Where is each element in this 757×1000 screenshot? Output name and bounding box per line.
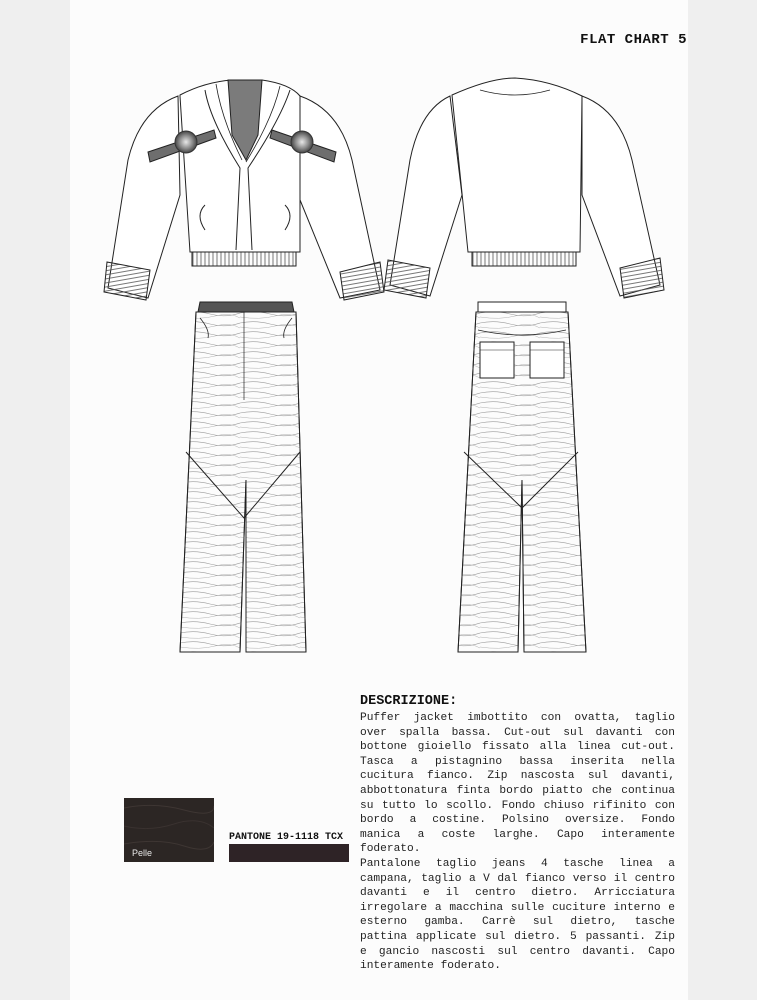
pants-front <box>180 302 306 652</box>
description-heading: DESCRIZIONE: <box>360 694 458 709</box>
jacket-front <box>104 80 384 300</box>
pants-back <box>458 302 586 652</box>
page-title: FLAT CHART 5 <box>580 32 687 48</box>
description-pants: Pantalone taglio jeans 4 tasche linea a campana, taglio a V dal fianco verso il centro davanti e il centro dietro. Arricciatura irregolare a macchina sulle cuciture interno e esterno gamba. Carrè sul dietro, tasche pattina applicate sul dietro. 5 passanti. Zip e gancio nascosti sul centro davanti. Capo interamente foderato. <box>360 858 675 973</box>
pantone-swatch <box>229 844 349 862</box>
jacket-back <box>384 78 664 298</box>
material-label: Pelle <box>132 848 153 858</box>
pantone-label: PANTONE 19-1118 TCX <box>229 832 344 843</box>
material-swatch <box>124 798 214 862</box>
description-jacket: Puffer jacket imbottito con ovatta, taglio over spalla bassa. Cut-out sul davanti con bottone gioiello fissato alla linea cut-out. Tasca a pistagnino bassa inserita nella cucitura fianco. Zip nascosta sul davanti, abbottonatura finta bordo piatto che continua su tutto lo scollo. Fondo chiuso rifinito con bordo a costine. Polsino oversize. Fondo manica a coste larghe. Capo interamente foderato. <box>360 712 675 856</box>
